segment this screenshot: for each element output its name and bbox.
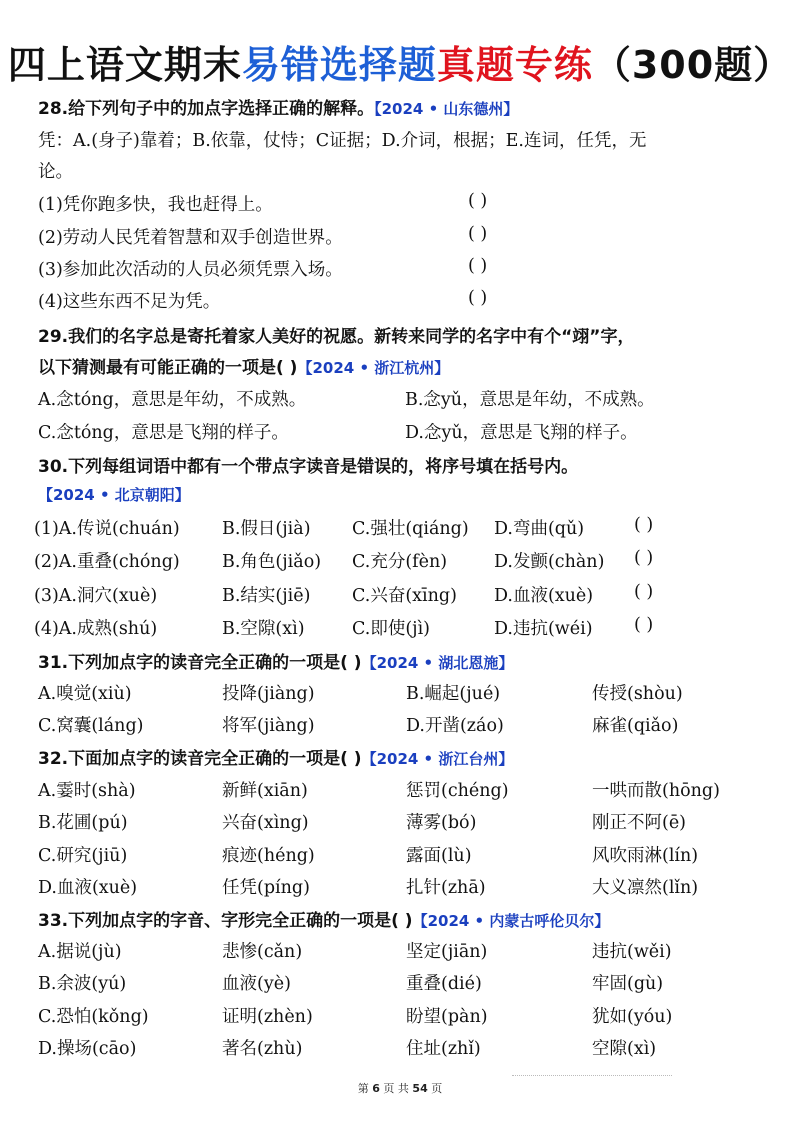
q33-r2-c: 重叠(dié) bbox=[406, 974, 482, 994]
footer-page-number: 6 bbox=[372, 1082, 380, 1095]
q30-r4-c: C.即使(jì) bbox=[352, 619, 431, 639]
q33-r3-c: 盼望(pàn) bbox=[406, 1007, 488, 1027]
q29-stem-2: 以下猜测最有可能正确的一项是( ) bbox=[38, 358, 298, 378]
q28-stem: 28.给下列句子中的加点字选择正确的解释。 bbox=[38, 99, 375, 119]
q32-source-tag: 【2024 • 浙江台州】 bbox=[361, 750, 514, 768]
q28-source-tag: 【2024 • 山东德州】 bbox=[374, 100, 519, 118]
footer-pre: 第 bbox=[357, 1082, 369, 1095]
q28-answer-blank-2: ( ) bbox=[468, 224, 488, 244]
q29-source-tag: 【2024 • 浙江杭州】 bbox=[297, 359, 450, 377]
q29-option-a: A.念tóng，意思是年幼，不成熟。 bbox=[38, 390, 307, 410]
q29-option-c: C.念tóng，意思是飞翔的样子。 bbox=[38, 423, 289, 443]
q31-r1-b: 投降(jiàng) bbox=[222, 684, 315, 704]
q33-r2-b: 血液(yè) bbox=[222, 974, 291, 994]
q32-r4-b: 任凭(píng) bbox=[222, 878, 310, 898]
q33-source-tag: 【2024 • 内蒙古呼伦贝尔】 bbox=[412, 912, 610, 930]
title-part-4: （300题） bbox=[592, 43, 793, 87]
q32-stem: 32.下面加点字的读音完全正确的一项是( ) bbox=[38, 749, 362, 769]
q32-r4-c: 扎针(zhā) bbox=[406, 878, 486, 898]
q33-r4-c: 住址(zhǐ) bbox=[406, 1039, 481, 1059]
q31-r2-d: 麻雀(qiǎo) bbox=[592, 716, 679, 736]
q30-r2-a: (2)A.重叠(chóng) bbox=[34, 552, 180, 572]
q33-r1-c: 坚定(jiān) bbox=[406, 942, 488, 962]
q31-r1-c: B.崛起(jué) bbox=[406, 684, 501, 704]
q30-r4-d: D.违抗(wéi) bbox=[494, 619, 593, 639]
q33-r4-b: 著名(zhù) bbox=[222, 1039, 303, 1059]
q28-item-3: (3)参加此次活动的人员必须凭票入场。 bbox=[38, 260, 343, 280]
q28-answer-blank-4: ( ) bbox=[468, 288, 488, 308]
q33-r2-d: 牢固(gù) bbox=[592, 974, 664, 994]
q30-r3-blank: ( ) bbox=[634, 582, 654, 602]
q33-stem: 33.下列加点字的字音、字形完全正确的一项是( ) bbox=[38, 911, 413, 931]
q31-r2-b: 将军(jiàng) bbox=[222, 716, 315, 736]
q30-r1-a: (1)A.传说(chuán) bbox=[34, 519, 180, 539]
q33-r1-a: A.据说(jù) bbox=[38, 942, 122, 962]
q33-r3-d: 犹如(yóu) bbox=[592, 1007, 673, 1027]
q32-r2-d: 刚正不阿(ē) bbox=[592, 813, 687, 833]
q28-answer-blank-3: ( ) bbox=[468, 256, 488, 276]
q29-stem-line-2 bbox=[38, 353, 449, 378]
q31-r2-c: D.开凿(záo) bbox=[406, 716, 504, 736]
q30-r3-b: B.结实(jiē) bbox=[222, 586, 311, 606]
q30-r3-d: D.血液(xuè) bbox=[494, 586, 594, 606]
q32-r4-d: 大义凛然(lǐn) bbox=[592, 878, 699, 898]
q32-r1-a: A.霎时(shà) bbox=[38, 781, 136, 801]
title-part-3: 真题专练 bbox=[436, 43, 593, 87]
page-title bbox=[0, 34, 800, 89]
q31-r1-a: A.嗅觉(xiù) bbox=[38, 684, 132, 704]
title-part-1: 四上语文期末 bbox=[7, 43, 242, 87]
q28-definitions-2: 论。 bbox=[38, 162, 73, 182]
q29-option-b: B.念yǔ，意思是年幼，不成熟。 bbox=[405, 390, 655, 410]
q31-source-tag: 【2024 • 湖北恩施】 bbox=[361, 654, 514, 672]
page-footer bbox=[0, 1080, 800, 1096]
q32-r3-b: 痕迹(héng) bbox=[222, 846, 315, 866]
q32-r3-d: 风吹雨淋(lín) bbox=[592, 846, 699, 866]
q32-r3-c: 露面(lù) bbox=[406, 846, 472, 866]
q28-item-2: (2)劳动人民凭着智慧和双手创造世界。 bbox=[38, 228, 343, 248]
q28-answer-blank-1: ( ) bbox=[468, 191, 488, 211]
q32-r2-c: 薄雾(bó) bbox=[406, 813, 477, 833]
q32-stem-line bbox=[38, 744, 513, 769]
q33-r3-a: C.恐怕(kǒng) bbox=[38, 1007, 149, 1027]
q28-item-4: (4)这些东西不足为凭。 bbox=[38, 292, 221, 312]
q30-r4-blank: ( ) bbox=[634, 615, 654, 635]
q30-r3-c: C.兴奋(xīng) bbox=[352, 586, 457, 606]
q31-r1-d: 传授(shòu) bbox=[592, 684, 683, 704]
q30-r1-c: C.强壮(qiáng) bbox=[352, 519, 469, 539]
q33-r1-d: 违抗(wěi) bbox=[592, 942, 672, 962]
q30-r2-b: B.角色(jiǎo) bbox=[222, 552, 322, 572]
footer-mid: 页 共 bbox=[383, 1082, 409, 1095]
q30-r4-a: (4)A.成熟(shú) bbox=[34, 619, 158, 639]
title-part-2: 易错选择题 bbox=[241, 43, 437, 87]
q30-source-tag: 【2024 • 北京朝阳】 bbox=[38, 486, 190, 504]
q31-stem-line bbox=[38, 648, 513, 673]
q29-stem-1: 29.我们的名字总是寄托着家人美好的祝愿。新转来同学的名字中有个“翊”字， bbox=[38, 327, 635, 347]
q30-r3-a: (3)A.洞穴(xuè) bbox=[34, 586, 158, 606]
q33-r3-b: 证明(zhèn) bbox=[222, 1007, 313, 1027]
footer-post: 页 bbox=[431, 1082, 443, 1095]
q28-stem-line bbox=[38, 94, 518, 119]
q32-r4-a: D.血液(xuè) bbox=[38, 878, 138, 898]
q30-r1-d: D.弯曲(qǔ) bbox=[494, 519, 585, 539]
q30-r2-c: C.充分(fèn) bbox=[352, 552, 448, 572]
q30-r1-blank: ( ) bbox=[634, 515, 654, 535]
q30-r2-d: D.发颤(chàn) bbox=[494, 552, 605, 572]
q28-definitions-1: 凭：A.(身子)靠着；B.依靠，仗恃；C证据；D.介词，根据；E.连词，任凭，无 bbox=[38, 131, 647, 151]
q32-r1-c: 惩罚(chéng) bbox=[406, 781, 509, 801]
q30-r4-b: B.空隙(xì) bbox=[222, 619, 305, 639]
q32-r2-b: 兴奋(xìng) bbox=[222, 813, 309, 833]
q32-r3-a: C.研究(jiū) bbox=[38, 846, 128, 866]
q33-r2-a: B.余波(yú) bbox=[38, 974, 127, 994]
q33-r4-a: D.操场(cāo) bbox=[38, 1039, 137, 1059]
q33-r1-b: 悲惨(cǎn) bbox=[222, 942, 303, 962]
q31-stem: 31.下列加点字的读音完全正确的一项是( ) bbox=[38, 653, 362, 673]
q28-item-1: (1)凭你跑多快，我也赶得上。 bbox=[38, 195, 273, 215]
q32-r1-b: 新鲜(xiān) bbox=[222, 781, 308, 801]
q33-r4-d: 空隙(xì) bbox=[592, 1039, 657, 1059]
q29-option-d: D.念yǔ，意思是飞翔的样子。 bbox=[405, 423, 638, 443]
faint-watermark-mark bbox=[512, 1075, 672, 1086]
q32-r2-a: B.花圃(pú) bbox=[38, 813, 128, 833]
q30-r1-b: B.假日(jià) bbox=[222, 519, 311, 539]
q33-stem-line bbox=[38, 906, 609, 931]
q30-r2-blank: ( ) bbox=[634, 548, 654, 568]
q31-r2-a: C.窝囊(láng) bbox=[38, 716, 144, 736]
q30-stem: 30.下列每组词语中都有一个带点字读音是错误的，将序号填在括号内。 bbox=[38, 457, 579, 477]
q32-r1-d: 一哄而散(hōng) bbox=[592, 781, 720, 801]
footer-total-pages: 54 bbox=[412, 1082, 428, 1095]
